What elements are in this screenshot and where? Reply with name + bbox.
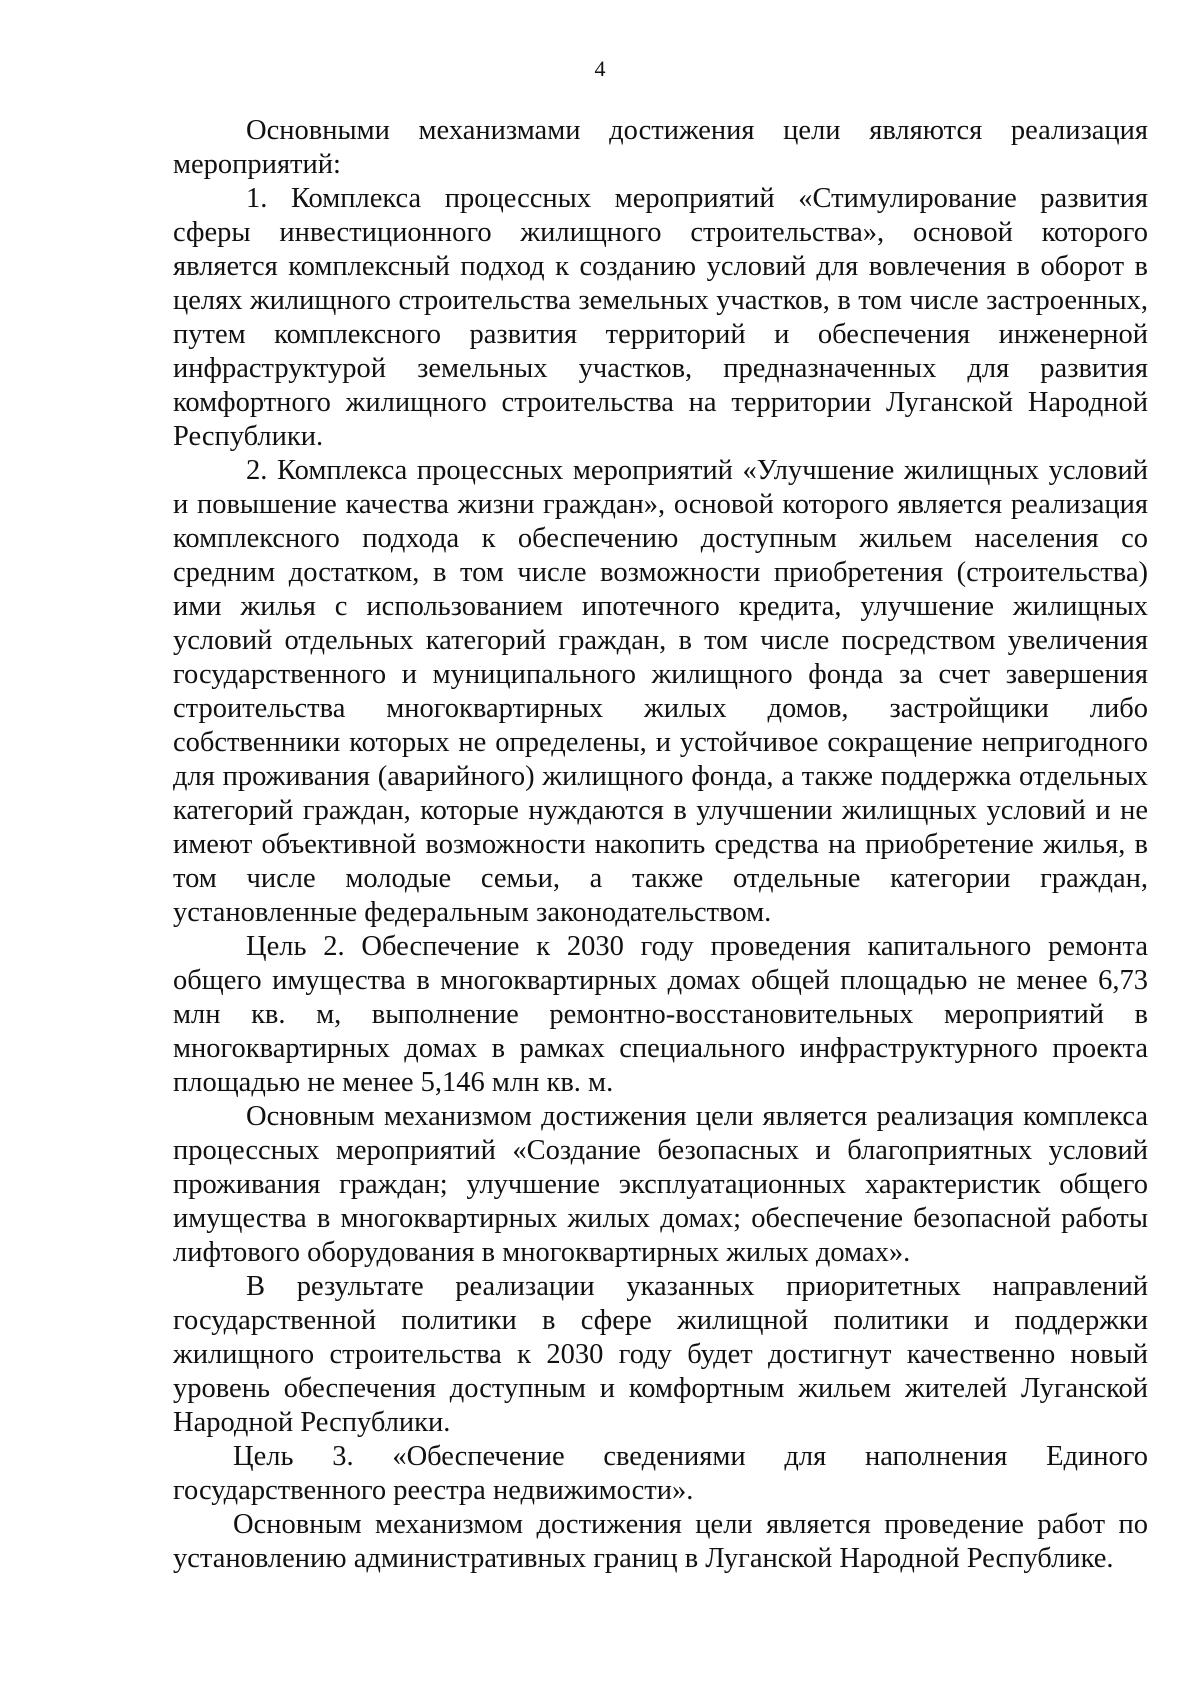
page-number: 4 bbox=[594, 56, 606, 81]
paragraph-goal-3: Цель 3. «Обеспечение сведениями для наполнения Единого государственного реестра недвижимости». bbox=[173, 1441, 1148, 1506]
paragraph-item-2: 2. Комплекса процессных мероприятий «Улучшение жилищных условий и повышение качества жизни граждан», основой которого является реализация комплексного подхода к обеспечению доступным жильем населения со средним достатком, в том числе возможности приобретения (строительства) ими жилья с использованием ипотечного кредита, улучшение жилищных условий отдельных категорий граждан, в том числе посредством увеличения государственного и муниципального жилищного фонда за счет завершения строительства многоквартирных жилых домов, застройщики либо собственники которых не определены, и устойчивое сокращение непригодного для проживания (аварийного) жилищного фонда, а также поддержка отдельных категорий граждан, которые нуждаются в улучшении жилищных условий и не имеют объективной возможности накопить средства на приобретение жилья, в том числе молодые семьи, а также отдельные категории граждан, установленные федеральным законодательством. bbox=[173, 455, 1148, 928]
paragraph-goal-2-mechanism: Основным механизмом достижения цели является реализация комплекса процессных мероприятий «Создание безопасных и благоприятных условий проживания граждан; улучшение эксплуатационных характеристик общего имущества в многоквартирных жилых домах; обеспечение безопасной работы лифтового оборудования в многоквартирных жилых домах». bbox=[173, 1101, 1148, 1268]
paragraph-result: В результате реализации указанных приоритетных направлений государственной политики в сфере жилищной политики и поддержки жилищного строительства к 2030 году будет достигнут качественно новый уровень обеспечения доступным и комфортным жильем жителей Луганской Народной Республики. bbox=[173, 1271, 1148, 1438]
paragraph-goal-2: Цель 2. Обеспечение к 2030 году проведения капитального ремонта общего имущества в многоквартирных домах общей площадью не менее 6,73 млн кв. м, выполнение ремонтно-восстановительных мероприятий в многоквартирных домах в рамках специального инфраструктурного проекта площадью не менее 5,146 млн кв. м. bbox=[173, 931, 1148, 1098]
paragraph-item-1: 1. Комплекса процессных мероприятий «Стимулирование развития сферы инвестиционного жилищного строительства», основой которого является комплексный подход к созданию условий для вовлечения в оборот в целях жилищного строительства земельных участков, в том числе застроенных, путем комплексного развития территорий и обеспечения инженерной инфраструктурой земельных участков, предназначенных для развития комфортного жилищного строительства на территории Луганской Народной Республики. bbox=[173, 183, 1148, 452]
document-body bbox=[173, 114, 1148, 1576]
paragraph-goal-3-mechanism: Основным механизмом достижения цели является проведение работ по установлению административных границ в Луганской Народной Республике. bbox=[173, 1509, 1148, 1574]
paragraph-mechanisms-intro: Основными механизмами достижения цели являются реализация мероприятий: bbox=[173, 115, 1148, 180]
